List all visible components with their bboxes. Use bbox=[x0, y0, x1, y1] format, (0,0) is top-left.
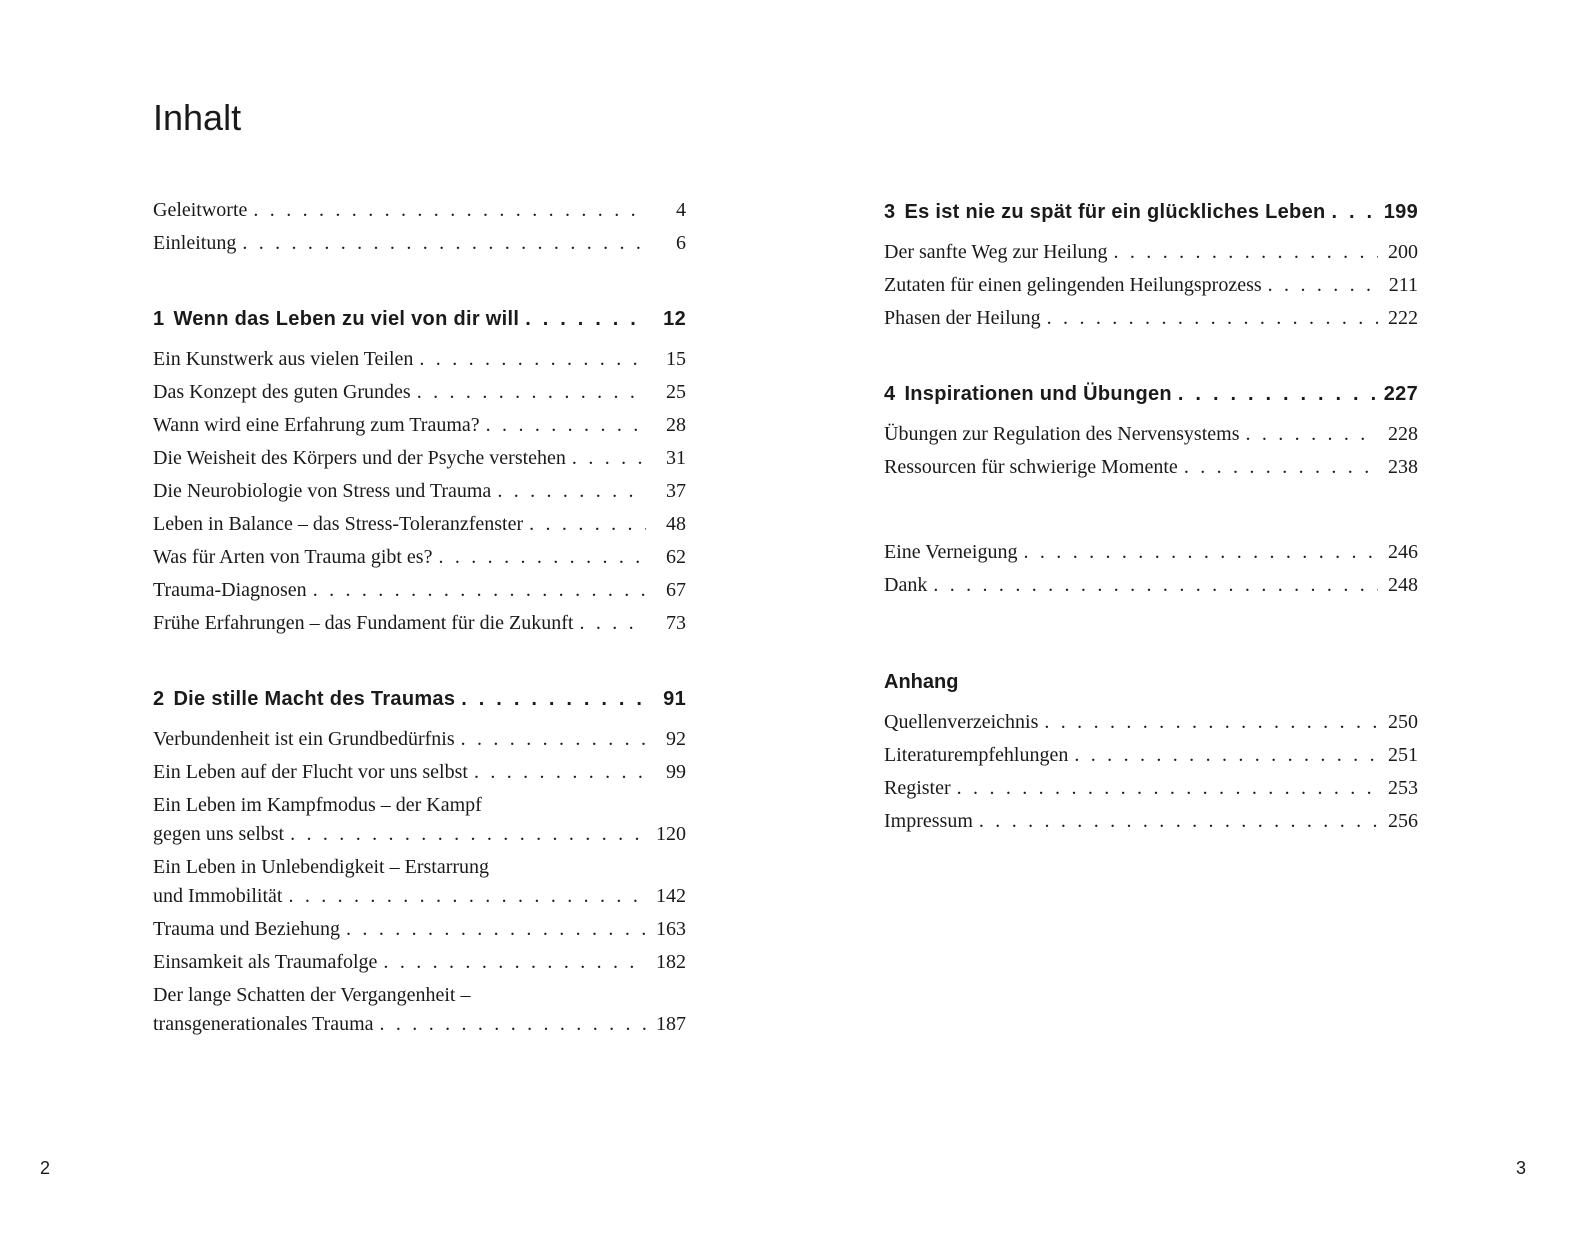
appendix-heading: Anhang bbox=[884, 671, 959, 693]
toc-entry[interactable] bbox=[884, 805, 1418, 838]
entry-page: 250 bbox=[1388, 711, 1418, 733]
chapter-page: 91 bbox=[663, 688, 686, 710]
entry-page: 251 bbox=[1388, 744, 1418, 766]
entry-page: 25 bbox=[666, 381, 686, 403]
entry-label: Impressum bbox=[884, 810, 973, 832]
entry-label: Das Konzept des guten Grundes bbox=[153, 381, 411, 403]
leader-dots bbox=[1024, 536, 1379, 569]
toc-entry[interactable] bbox=[153, 574, 686, 607]
leader-dots bbox=[1332, 196, 1378, 229]
leader-dots bbox=[474, 756, 646, 789]
toc-entry[interactable] bbox=[153, 343, 686, 376]
entry-label-line1: Ein Leben in Unlebendigkeit – Erstarrung bbox=[153, 856, 490, 878]
entry-page: 246 bbox=[1388, 541, 1418, 563]
entry-label: Register bbox=[884, 777, 951, 799]
toc-entry[interactable] bbox=[153, 442, 686, 475]
leader-dots bbox=[380, 1008, 647, 1041]
chapter-title: Wenn das Leben zu viel von dir will bbox=[173, 308, 520, 330]
chapter-number: 2 bbox=[153, 688, 165, 710]
back-matter bbox=[884, 536, 1418, 602]
chapter-number: 3 bbox=[884, 201, 896, 223]
entry-page: 4 bbox=[676, 199, 686, 221]
entry-page: 256 bbox=[1388, 810, 1418, 832]
entry-page: 238 bbox=[1388, 456, 1418, 478]
leader-dots bbox=[525, 303, 646, 336]
leader-dots bbox=[417, 376, 646, 409]
toc-entry-multiline[interactable] bbox=[153, 851, 686, 913]
leader-dots bbox=[529, 508, 646, 541]
entry-label: Ressourcen für schwierige Momente bbox=[884, 456, 1178, 478]
leader-dots bbox=[933, 569, 1378, 602]
entry-label: Die Weisheit des Körpers und der Psyche verstehen bbox=[153, 447, 566, 469]
leader-dots bbox=[579, 607, 646, 640]
entry-label: Eine Verneigung bbox=[884, 541, 1018, 563]
leader-dots bbox=[1074, 739, 1378, 772]
toc-entry[interactable] bbox=[153, 756, 686, 789]
chapter-heading[interactable] bbox=[153, 303, 686, 336]
entry-page: 62 bbox=[666, 546, 686, 568]
chapter-heading[interactable] bbox=[153, 683, 686, 716]
appendix-section bbox=[884, 666, 1418, 838]
chapter-number: 4 bbox=[884, 383, 896, 405]
toc-entry[interactable] bbox=[884, 269, 1418, 302]
chapter-title: Die stille Macht des Traumas bbox=[173, 688, 456, 710]
toc-entry[interactable] bbox=[884, 302, 1418, 335]
entry-label: Der sanfte Weg zur Heilung bbox=[884, 241, 1108, 263]
entry-page: 31 bbox=[666, 447, 686, 469]
leader-dots bbox=[1047, 302, 1378, 335]
entry-label-line1: Ein Leben im Kampfmodus – der Kampf bbox=[153, 794, 482, 816]
toc-entry[interactable] bbox=[153, 946, 686, 979]
chapter-1 bbox=[153, 303, 686, 640]
toc-entry[interactable] bbox=[884, 569, 1418, 602]
entry-page: 182 bbox=[656, 951, 686, 973]
entry-page: 48 bbox=[666, 513, 686, 535]
entry-page: 15 bbox=[666, 348, 686, 370]
entry-label: Die Neurobiologie von Stress und Trauma bbox=[153, 480, 492, 502]
leader-dots bbox=[497, 475, 646, 508]
leader-dots bbox=[486, 409, 646, 442]
toc-entry[interactable] bbox=[884, 739, 1418, 772]
entry-label: Zutaten für einen gelingenden Heilungsprozess bbox=[884, 274, 1262, 296]
toc-entry[interactable] bbox=[153, 227, 686, 260]
entry-page: 67 bbox=[666, 579, 686, 601]
leader-dots bbox=[1114, 236, 1379, 269]
leader-dots bbox=[461, 723, 646, 756]
chapter-number: 1 bbox=[153, 308, 165, 330]
entry-label: gegen uns selbst bbox=[153, 823, 285, 845]
entry-page: 211 bbox=[1388, 274, 1418, 296]
leader-dots bbox=[438, 541, 646, 574]
chapter-heading[interactable] bbox=[884, 196, 1418, 229]
leader-dots bbox=[253, 194, 646, 227]
leader-dots bbox=[1245, 418, 1378, 451]
entry-label: Ein Kunstwerk aus vielen Teilen bbox=[153, 348, 414, 370]
entry-page: 248 bbox=[1388, 574, 1418, 596]
chapter-title: Inspirationen und Übungen bbox=[904, 383, 1172, 405]
toc-entry[interactable] bbox=[153, 409, 686, 442]
leader-dots bbox=[1044, 706, 1378, 739]
leader-dots bbox=[419, 343, 646, 376]
entry-label: Dank bbox=[884, 574, 928, 596]
toc-entry[interactable] bbox=[153, 194, 686, 227]
entry-page: 28 bbox=[666, 414, 686, 436]
toc-entry[interactable] bbox=[153, 475, 686, 508]
entry-page: 92 bbox=[666, 728, 686, 750]
entry-page: 73 bbox=[666, 612, 686, 634]
entry-label: transgenerationales Trauma bbox=[153, 1013, 374, 1035]
entry-page: 142 bbox=[656, 885, 686, 907]
entry-label: Verbundenheit ist ein Grundbedürfnis bbox=[153, 728, 455, 750]
leader-dots bbox=[1268, 269, 1378, 302]
chapter-title: Es ist nie zu spät für ein glückliches Leben bbox=[904, 201, 1326, 223]
chapter-4 bbox=[884, 378, 1418, 484]
entry-page: 163 bbox=[656, 918, 686, 940]
toc-entry[interactable] bbox=[153, 607, 686, 640]
chapter-heading[interactable] bbox=[884, 378, 1418, 411]
chapter-3 bbox=[884, 196, 1418, 335]
entry-label: Ein Leben auf der Flucht vor uns selbst bbox=[153, 761, 468, 783]
entry-page: 6 bbox=[676, 232, 686, 254]
entry-label: Übungen zur Regulation des Nervensystems bbox=[884, 423, 1240, 445]
leader-dots bbox=[346, 913, 646, 946]
toc-entry[interactable] bbox=[884, 706, 1418, 739]
chapter-page: 227 bbox=[1383, 383, 1418, 405]
page-number-right: 3 bbox=[1516, 1158, 1527, 1178]
leader-dots bbox=[313, 574, 646, 607]
entry-page: 99 bbox=[666, 761, 686, 783]
page-title: Inhalt bbox=[153, 97, 242, 138]
entry-page: 37 bbox=[666, 480, 686, 502]
entry-label: Geleitworte bbox=[153, 199, 248, 221]
toc-entry[interactable] bbox=[884, 451, 1418, 484]
leader-dots bbox=[1184, 451, 1378, 484]
entry-label: Wann wird eine Erfahrung zum Trauma? bbox=[153, 414, 480, 436]
entry-page: 120 bbox=[656, 823, 686, 845]
entry-label: Was für Arten von Trauma gibt es? bbox=[153, 546, 433, 568]
entry-label: Trauma-Diagnosen bbox=[153, 579, 307, 601]
toc-right-column bbox=[884, 196, 1418, 838]
toc-entry-multiline[interactable] bbox=[153, 789, 686, 851]
entry-label: Einleitung bbox=[153, 232, 237, 254]
leader-dots bbox=[572, 442, 646, 475]
toc-left-column bbox=[153, 194, 686, 1041]
toc-entry[interactable] bbox=[153, 508, 686, 541]
toc-entry-multiline[interactable] bbox=[153, 979, 686, 1041]
front-matter bbox=[153, 194, 686, 260]
toc-entry[interactable] bbox=[884, 236, 1418, 269]
chapter-page: 199 bbox=[1383, 201, 1418, 223]
entry-label: Frühe Erfahrungen – das Fundament für die Zukunft bbox=[153, 612, 574, 634]
toc-entry[interactable] bbox=[884, 772, 1418, 805]
entry-label: Phasen der Heilung bbox=[884, 307, 1041, 329]
leader-dots bbox=[979, 805, 1378, 838]
leader-dots bbox=[242, 227, 646, 260]
entry-label: Quellenverzeichnis bbox=[884, 711, 1039, 733]
toc-entry[interactable] bbox=[153, 723, 686, 756]
entry-page: 222 bbox=[1388, 307, 1418, 329]
leader-dots bbox=[288, 880, 646, 913]
entry-page: 253 bbox=[1388, 777, 1418, 799]
entry-label: Literaturempfehlungen bbox=[884, 744, 1069, 766]
leader-dots bbox=[383, 946, 646, 979]
entry-label-line1: Der lange Schatten der Vergangenheit – bbox=[153, 984, 471, 1006]
page-number-left: 2 bbox=[40, 1158, 51, 1178]
toc-entry[interactable] bbox=[884, 418, 1418, 451]
entry-label: Leben in Balance – das Stress-Toleranzfenster bbox=[153, 513, 524, 535]
leader-dots bbox=[290, 818, 646, 851]
entry-page: 200 bbox=[1388, 241, 1418, 263]
entry-label: Einsamkeit als Traumafolge bbox=[153, 951, 378, 973]
entry-page: 228 bbox=[1388, 423, 1418, 445]
chapter-2 bbox=[153, 683, 686, 1041]
toc-entry[interactable] bbox=[884, 536, 1418, 569]
entry-page: 187 bbox=[656, 1013, 686, 1035]
leader-dots bbox=[957, 772, 1378, 805]
entry-label: Trauma und Beziehung bbox=[153, 918, 341, 940]
toc-entry[interactable] bbox=[153, 541, 686, 574]
leader-dots bbox=[1178, 378, 1378, 411]
toc-entry[interactable] bbox=[153, 376, 686, 409]
leader-dots bbox=[461, 683, 646, 716]
toc-entry[interactable] bbox=[153, 913, 686, 946]
entry-label: und Immobilität bbox=[153, 885, 283, 907]
chapter-page: 12 bbox=[663, 308, 686, 330]
